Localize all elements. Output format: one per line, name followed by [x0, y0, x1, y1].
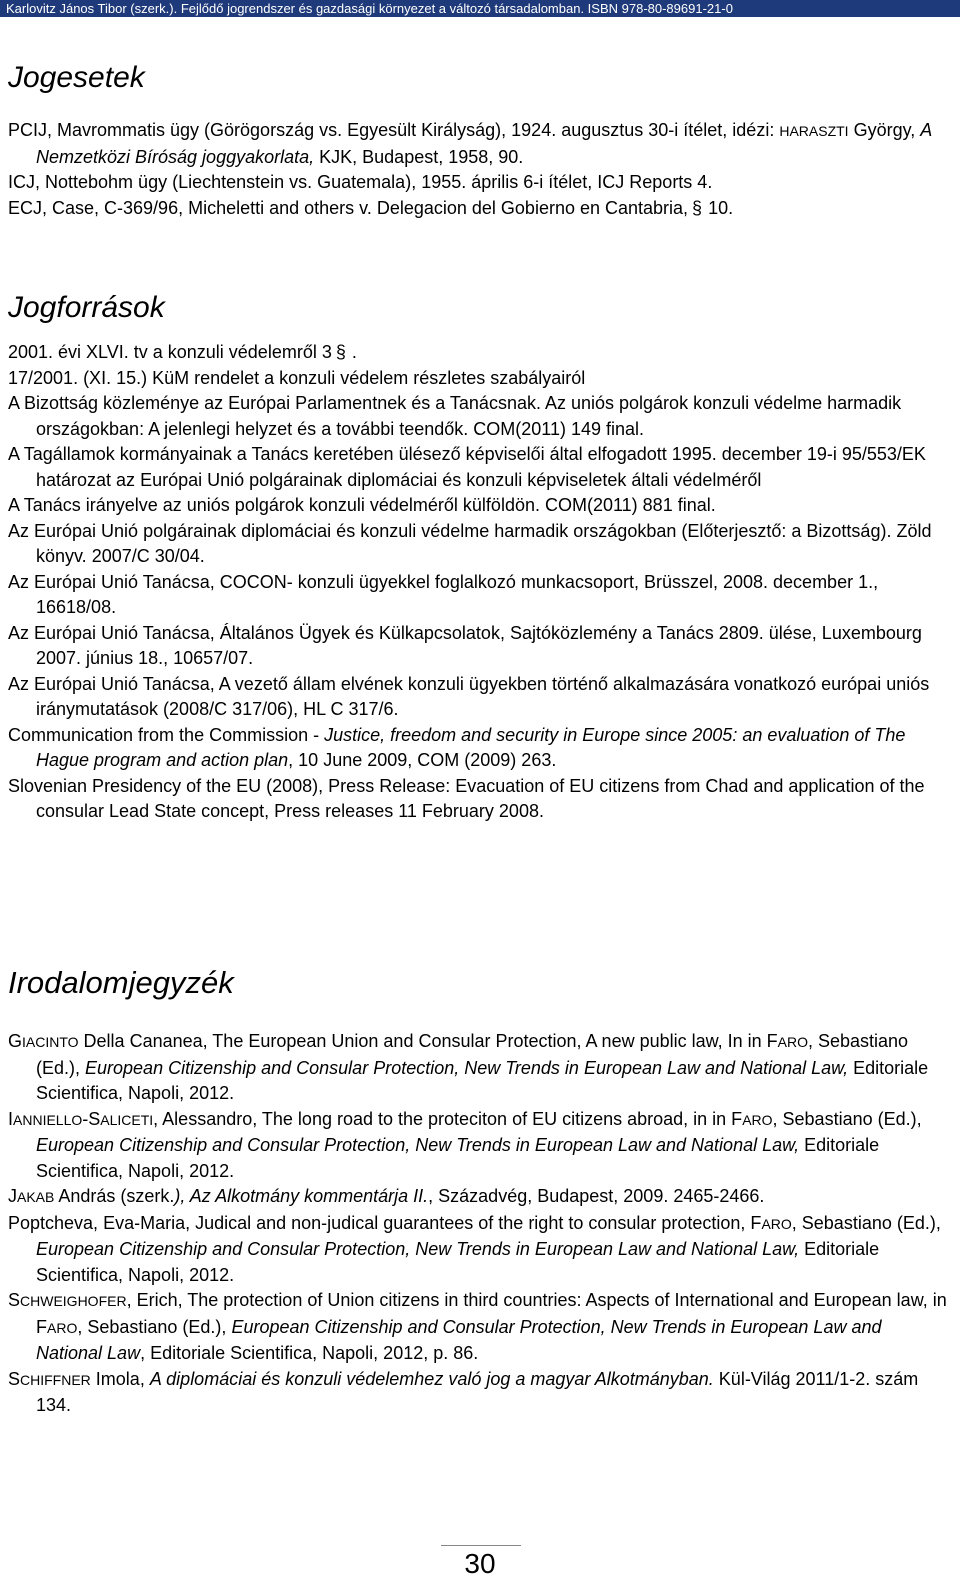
- entry-text: Az Európai Unió Tanácsa, COCON- konzuli ügyekkel foglalkozó munkacsoport, Brüsszel, 2008. december 1., 16618/08.: [8, 571, 879, 617]
- bibliography-list: [8, 1029, 952, 1419]
- cases-entry: [8, 170, 952, 196]
- entry-italic: European Citizenship and Consular Protection, New Trends in European Law and National Law,: [36, 1239, 800, 1259]
- entry-text: , Századvég, Budapest, 2009. 2465-2466.: [428, 1186, 765, 1206]
- entry-text: Az Európai Unió Tanácsa, A vezető állam elvének konzuli ügyekben történő alkalmazására vonatkozó európai uniós iránymutatások (2008/C 317/06), HL C 317/6.: [8, 673, 930, 719]
- entry-text: Editoriale Scientifica, Napoli, 2012.: [36, 1057, 929, 1103]
- entry-text: A Bizottság közleménye az Európai Parlamentnek és a Tanácsnak. Az uniós polgárok konzuli védelme harmadik országokban: A jelenlegi helyzet és a további teendők. COM(2011) 149 final.: [8, 393, 902, 439]
- entry-smallcaps: HARASZTI: [779, 123, 849, 139]
- entry-smallcaps: ARO: [777, 1034, 808, 1050]
- bibliography-entry: [8, 1211, 952, 1289]
- entry-text: .: [351, 342, 357, 362]
- entry-text: , Sebastiano (Ed.),: [772, 1108, 922, 1129]
- entry-text: Della Cananea, The European Union and Consular Protection, A new public law, In in F: [78, 1031, 778, 1051]
- entry-smallcaps: ARO: [742, 1111, 773, 1128]
- entry-text: A Tagállamok kormányainak a Tanács keretében ülésező képviselői által elfogadott 1995. december 19-i 95/553/EK határozat az Európai Unió polgárainak diplomáciai és konzuli képviseletek általi védelméről: [8, 444, 926, 490]
- entry-text: 10.: [708, 197, 734, 218]
- bibliography-entry: [8, 1184, 952, 1211]
- bibliography-entry: [8, 1029, 952, 1107]
- entry-text: , Erich, The protection of Union citizens in third countries: Aspects of International and European law, in F: [36, 1290, 947, 1337]
- entry-text: ECJ, Case, C-369/96, Micheletti and others v. Delegacion del Gobierno en Cantabria,: [8, 197, 689, 218]
- sources-entry: [8, 442, 952, 493]
- entry-smallcaps: IACINTO: [22, 1034, 79, 1050]
- running-header: Karlovitz János Tibor (szerk.). Fejlődő jogrendszer és gazdasági környezet a változó társadalomban. ISBN 978-80-89691-21-0: [0, 0, 960, 17]
- entry-text: Slovenian Presidency of the EU (2008), Press Release: Evacuation of EU citizens from Chad and application of the consular Lead State concept, Press releases 11 February 2008.: [8, 775, 925, 821]
- sources-entry: [8, 366, 952, 392]
- entry-text: , Alessandro, The long road to the proteciton of EU citizens abroad, in in F: [153, 1108, 743, 1129]
- cases-heading: Jogesetek: [8, 61, 145, 94]
- entry-text: Az Európai Unió polgárainak diplomáciai és konzuli védelme harmadik országokban (Előterjesztő: a Bizottság). Zöld könyv. 2007/C 30/04.: [8, 520, 932, 566]
- entry-text: J: [8, 1186, 17, 1206]
- entry-text: Editoriale Scientifica, Napoli, 2012.: [36, 1135, 880, 1181]
- entry-italic: ), Az Alkotmány kommentárja II.: [174, 1186, 429, 1206]
- sources-entry: [8, 570, 952, 621]
- bibliography-heading: Irodalomjegyzék: [8, 965, 234, 1000]
- cases-list: [8, 118, 952, 221]
- entry-text: András (szerk.: [54, 1186, 175, 1206]
- sources-entry: [8, 519, 952, 570]
- bibliography-entry: [8, 1288, 952, 1367]
- entry-text: 2001. évi XLVI. tv a konzuli védelemről 3: [8, 342, 332, 362]
- entry-text: , 10 June 2009, COM (2009) 263.: [288, 750, 557, 770]
- entry-text: Kül-Világ 2011/1-2. szám 134.: [36, 1368, 919, 1415]
- entry-italic: European Citizenship and Consular Protection, New Trends in European Law and National Law: [36, 1316, 882, 1363]
- entry-text: , Sebastiano (Ed.),: [36, 1031, 909, 1078]
- sources-entry: [8, 493, 952, 519]
- sources-entry: [8, 672, 952, 723]
- entry-text: György,: [848, 120, 921, 140]
- page-number: 30: [464, 1548, 496, 1579]
- entry-italic: A diplomáciai és konzuli védelemhez való jog a magyar Alkotmányban.: [149, 1368, 714, 1389]
- sources-entry: [8, 723, 952, 774]
- entry-smallcaps: ALICETI: [100, 1111, 154, 1128]
- entry-text: I: [8, 1108, 14, 1129]
- entry-italic: European Citizenship and Consular Protection, New Trends in European Law and National Law,: [36, 1135, 800, 1155]
- section-bibliography: [8, 965, 952, 1419]
- entry-text: PCIJ, Mavrommatis ügy (Görögország vs. Egyesült Királyság), 1924. augusztus 30-i ítélet, idézi:: [8, 120, 780, 140]
- entry-text: Poptcheva, Eva-Maria, Judical and non-judical guarantees of the right to consular protection, F: [8, 1212, 762, 1233]
- entry-text: G: [8, 1031, 23, 1051]
- sources-heading: Jogforrások: [8, 291, 165, 324]
- entry-text: KJK, Budapest, 1958, 90.: [314, 146, 524, 167]
- entry-text: Communication from the Commission -: [8, 724, 325, 745]
- section-sources: [8, 290, 952, 825]
- entry-smallcaps: ANNIELLO: [13, 1111, 83, 1128]
- sources-entry: [8, 391, 952, 442]
- sources-list: [8, 340, 952, 825]
- sources-entry: [8, 340, 952, 366]
- entry-text: Az Európai Unió Tanácsa, Általános Ügyek és Külkapcsolatok, Sajtóközlemény a Tanács 2809. ülése, Luxembourg 2007. június 18., 10657/07.: [8, 622, 922, 668]
- entry-text: S: [8, 1290, 21, 1310]
- entry-text: 17/2001. (XI. 15.) KüM rendelet a konzuli védelem részletes szabályairól: [8, 367, 586, 388]
- entry-text: , Sebastiano (Ed.),: [77, 1316, 232, 1337]
- entry-text: Editoriale Scientifica, Napoli, 2012.: [36, 1239, 880, 1285]
- entry-text: -S: [82, 1108, 101, 1129]
- entry-smallcaps: CHIFFNER: [20, 1371, 91, 1388]
- entry-italic: A Nemzetközi Bíróság joggyakorlata,: [36, 120, 932, 167]
- section-cases: [8, 60, 952, 221]
- page-number-rule: [441, 1545, 521, 1546]
- sources-entry: [8, 621, 952, 672]
- cases-entry: [8, 118, 952, 170]
- entry-text: ICJ, Nottebohm ügy (Liechtenstein vs. Guatemala), 1955. április 6-i ítélet, ICJ Reports 4.: [8, 172, 713, 192]
- entry-smallcaps: AKAB: [17, 1189, 55, 1205]
- section-symbol: §: [335, 342, 346, 362]
- entry-smallcaps: CHWEIGHOFER: [20, 1293, 127, 1309]
- sources-entry: [8, 774, 952, 825]
- entry-smallcaps: ARO: [761, 1215, 792, 1232]
- section-symbol: §: [692, 197, 703, 218]
- entry-text: A Tanács irányelve az uniós polgárok konzuli védelméről külföldön. COM(2011) 881 final.: [8, 495, 716, 515]
- entry-italic: European Citizenship and Consular Protection, New Trends in European Law and National Law,: [85, 1057, 849, 1078]
- entry-smallcaps: ARO: [47, 1319, 78, 1336]
- bibliography-entry: [8, 1367, 952, 1419]
- entry-text: S: [8, 1368, 21, 1389]
- entry-text: Imola,: [90, 1368, 150, 1389]
- entry-text: , Editoriale Scientifica, Napoli, 2012, p. 86.: [140, 1343, 479, 1363]
- entry-text: , Sebastiano (Ed.),: [791, 1212, 941, 1233]
- cases-entry: [8, 196, 952, 222]
- bibliography-entry: [8, 1107, 952, 1185]
- entry-italic: Justice, freedom and security in Europe since 2005: an evaluation of The Hague program and action plan: [36, 724, 906, 770]
